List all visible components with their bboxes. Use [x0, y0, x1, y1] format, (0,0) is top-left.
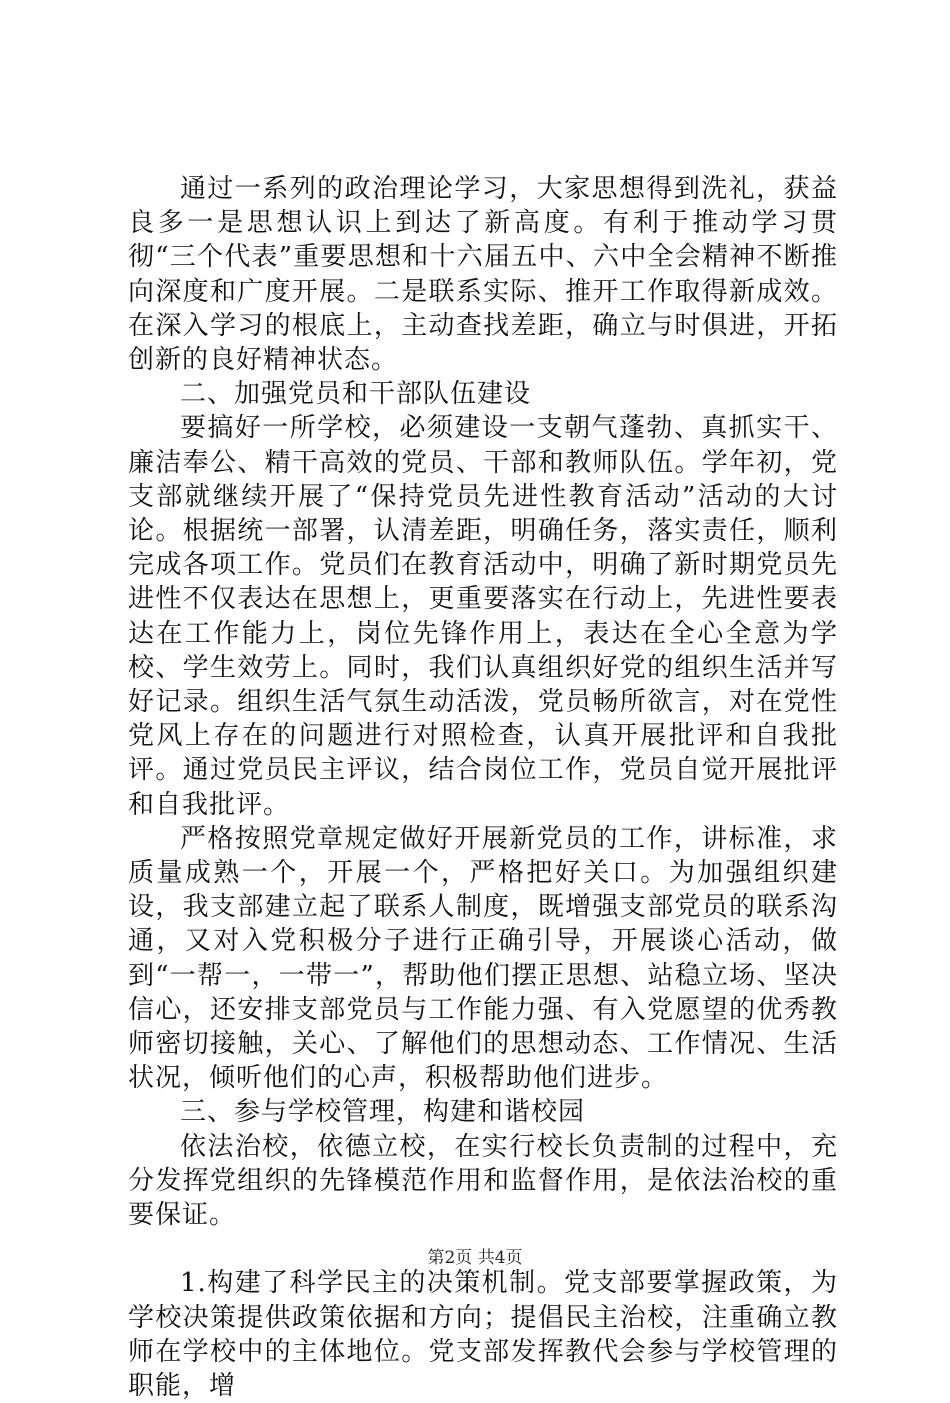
- paragraph-decision-mechanism: 1.构建了科学民主的决策机制。党支部要掌握政策，为学校决策提供政策依据和方向；提倡民主治校，注重确立教师在学校中的主体地位。党支部发挥教代会参与学校管理的职能，增: [128, 1268, 838, 1401]
- paragraph-team-building: 要搞好一所学校，必须建设一支朝气蓬勃、真抓实干、廉洁奉公、精干高效的党员、干部和教师队伍。学年初，党支部就继续开展了“保持党员先进性教育活动”活动的大讨论。根据统一部署，认清差距，明确任务，落实责任，顺利完成各项工作。党员们在教育活动中，明确了新时期党员先进性不仅表达在思想上，更重要落实在行动上，先进性要表达在工作能力上，岗位先锋作用上，表达在全心全意为学校、学生效劳上。同时，我们认真组织好党的组织生活并写好记录。组织生活气氛生动活泼，党员畅所欲言，对在党性党风上存在的问题进行对照检查，认真开展批评和自我批评。通过党员民主评议，结合岗位工作，党员自觉开展批评和自我批评。: [128, 413, 838, 820]
- page-number: 第2页 共4页: [427, 1248, 523, 1268]
- paragraph-new-members: 严格按照党章规定做好开展新党员的工作，讲标准，求质量成熟一个，开展一个，严格把好关口。为加强组织建设，我支部建立起了联系人制度，既增强支部党员的联系沟通，又对入党积极分子进行正确引导，开展谈心活动，做到“一帮一，一带一”，帮助他们摆正思想、站稳立场、坚决信心，还安排支部党员与工作能力强、有入党愿望的优秀教师密切接触，关心、了解他们的思想动态、工作情况、生活状况，倾听他们的心声，积极帮助他们进步。: [128, 823, 838, 1094]
- section-heading-3: 三、参与学校管理，构建和谐校园: [180, 1097, 586, 1128]
- document-body: [128, 172, 838, 1403]
- paragraph-study-results: 通过一系列的政治理论学习，大家思想得到洗礼，获益良多一是思想认识上到达了新高度。有利于推动学习贯彻“三个代表”重要思想和十六届五中、六中全会精神不断推向深度和广度开展。二是联系实际、推开工作取得新成效。在深入学习的根底上，主动查找差距，确立与时俱进，开拓创新的良好精神状态。: [128, 174, 838, 376]
- section-heading-2: 二、加强党员和干部队伍建设: [180, 379, 532, 410]
- paragraph-rule-of-law: 依法治校，依德立校，在实行校长负责制的过程中，充分发挥党组织的先锋模范作用和监督作用，是依法治校的重要保证。: [128, 1131, 838, 1231]
